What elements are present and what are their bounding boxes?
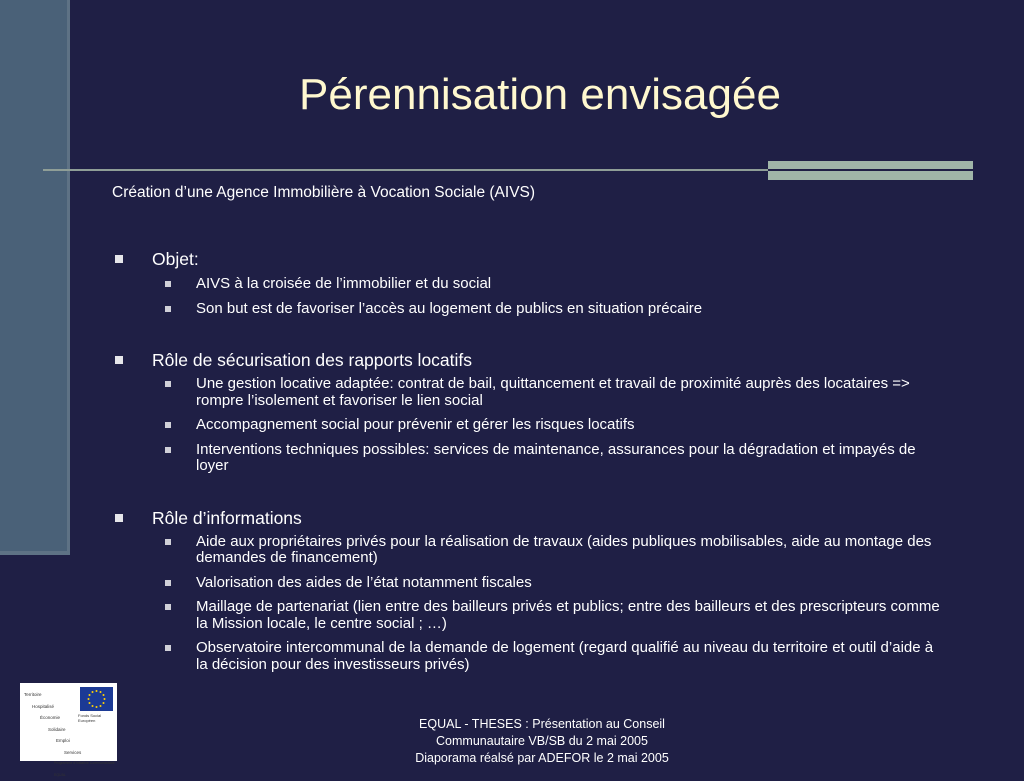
footer-line: EQUAL - THESES : Présentation au Conseil xyxy=(419,717,665,731)
flag-caption: Fonds Social Européen xyxy=(78,713,102,723)
square-bullet-icon xyxy=(165,604,171,610)
logo-word: Services xyxy=(64,749,82,755)
list-item-text: Interventions techniques possibles: services de maintenance, assurances pour la dégradation et impayés de loyer xyxy=(196,440,916,474)
slide-title: Pérennisation envisagée xyxy=(299,70,781,119)
square-bullet-icon xyxy=(165,539,171,545)
list-item xyxy=(112,276,942,293)
section-securisation xyxy=(112,350,942,370)
list-item-text: Accompagnement social pour prévenir et gérer les risques locatifs xyxy=(196,416,635,433)
list-item xyxy=(112,599,942,632)
intro-text: Création d’une Agence Immobilière à Vocation Sociale (AIVS) xyxy=(112,184,536,201)
list-item-text: Aide aux propriétaires privés pour la réalisation de travaux (aides publiques mobilisables, aide au montage des demandes de financement) xyxy=(196,532,932,566)
logo-word: Économie xyxy=(40,715,61,720)
list-item-text: AIVS à la croisée de l’immobilier et du social xyxy=(196,275,492,292)
square-bullet-icon xyxy=(115,514,123,522)
list-item-text: Son but est de favoriser l’accès au logement de publics en situation précaire xyxy=(196,299,703,317)
square-bullet-icon xyxy=(115,356,123,364)
square-bullet-icon xyxy=(115,255,123,263)
section-label: Rôle de sécurisation des rapports locatifs xyxy=(152,350,473,370)
list-item xyxy=(112,442,942,475)
square-bullet-icon xyxy=(165,381,171,387)
footer-line: Diaporama réalsé par ADEFOR le 2 mai 2005 xyxy=(415,751,669,765)
square-bullet-icon xyxy=(165,422,171,428)
square-bullet-icon xyxy=(165,306,171,312)
list-item-text: Valorisation des aides de l’état notamment fiscales xyxy=(196,573,532,591)
square-bullet-icon xyxy=(165,447,171,453)
logo-program: Programme d’Initiative Communautaire EQUAL xyxy=(54,761,115,777)
logo-word: Hospitalisé xyxy=(32,703,55,709)
section-objet xyxy=(112,249,942,269)
decorative-side-bar xyxy=(0,0,70,555)
logo-word: Emploi xyxy=(56,738,70,743)
list-item xyxy=(112,534,942,567)
square-bullet-icon xyxy=(165,580,171,586)
list-item xyxy=(112,376,942,409)
divider-accent-block xyxy=(768,161,973,180)
section-informations xyxy=(112,508,942,528)
section-label: Objet: xyxy=(152,249,199,269)
section-label: Rôle d’informations xyxy=(152,507,302,528)
list-item xyxy=(112,640,942,673)
list-item-text: Maillage de partenariat (lien entre des bailleurs privés et publics; entre des bailleurs et des prescripteurs comme la Mission locale, le centre social ; …) xyxy=(196,598,940,632)
equal-theses-logo xyxy=(20,683,117,777)
eu-flag-icon xyxy=(80,687,113,711)
square-bullet-icon xyxy=(165,281,171,287)
footer-line: Communautaire VB/SB du 2 mai 2005 xyxy=(436,734,648,748)
slide-footer xyxy=(360,716,724,767)
square-bullet-icon xyxy=(165,645,171,651)
title-divider xyxy=(43,169,768,171)
list-item xyxy=(112,575,942,592)
list-item-text: Une gestion locative adaptée: contrat de bail, quittancement et travail de proximité auprès des locataires => rompre l’isolement et favoriser le lien social xyxy=(196,375,910,409)
list-item-text: Observatoire intercommunal de la demande de logement (regard qualifié au niveau du territoire et outil d’aide à la décision pour des investisseurs privés) xyxy=(196,639,934,673)
list-item xyxy=(112,301,942,318)
logo-word: Territoire xyxy=(24,692,42,697)
list-item xyxy=(112,417,942,434)
logo-word: Solidaire xyxy=(48,726,66,732)
slide-body xyxy=(112,184,942,673)
